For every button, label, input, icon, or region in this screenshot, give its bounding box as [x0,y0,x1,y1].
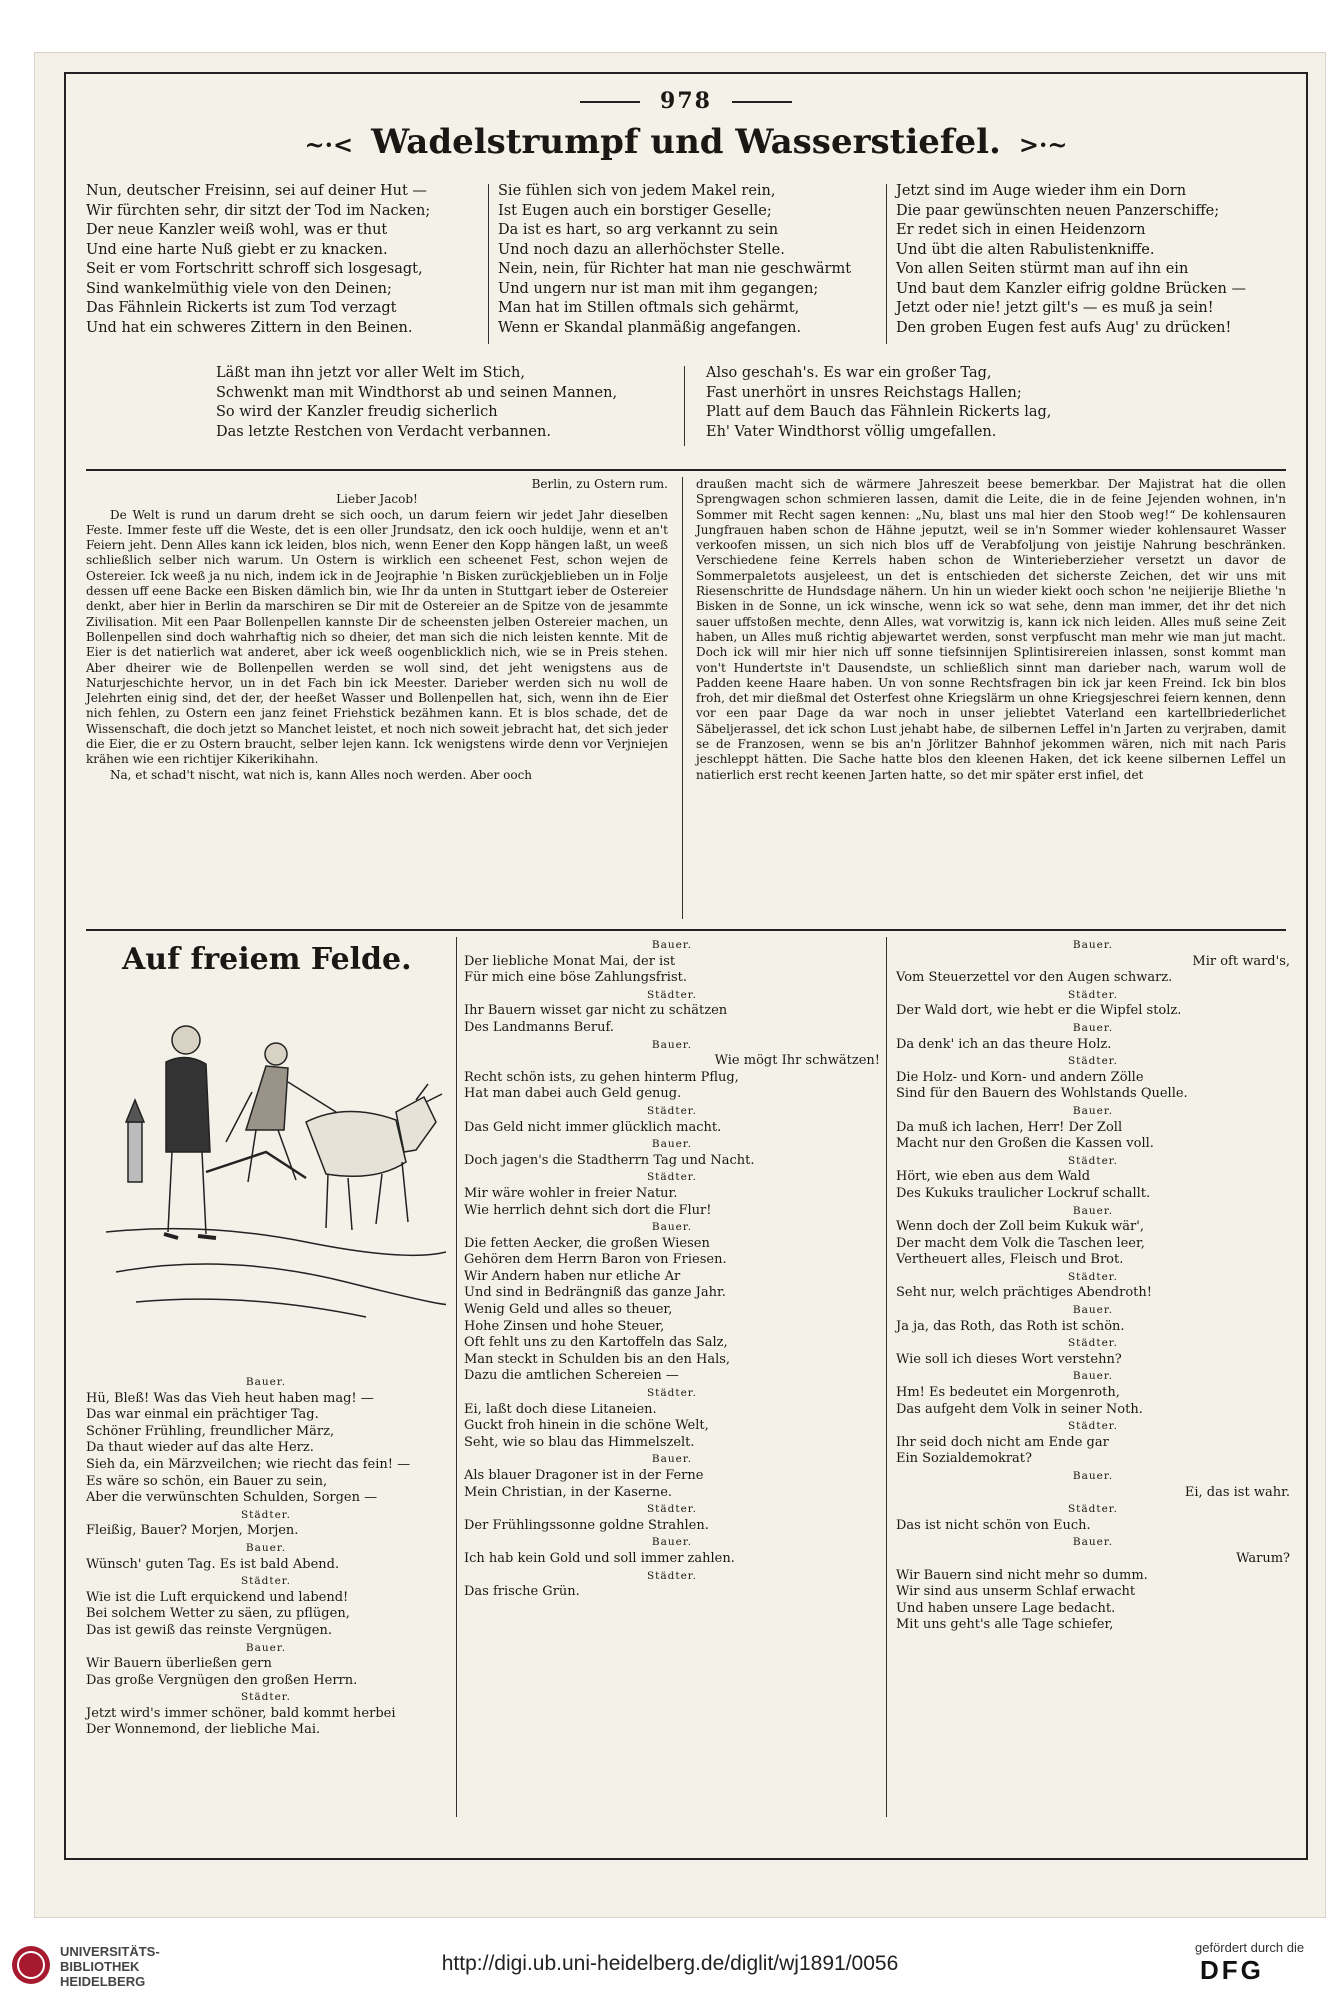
verse-line: Es wäre so schön, ein Bauer zu sein, [86,1473,328,1489]
verse-line: Guckt froh hinein in die schöne Welt, [464,1418,709,1434]
speaker-label: Städter. [240,1691,292,1704]
ornament-right: >·~ [1018,130,1068,159]
poem-column-5: Also geschah's. Es war ein großer Tag, Fast unerhört in unsres Reichstags Hallen; Platt auf dem Bauch das Fähnlein Rickerts lag, Eh' Vater Windthorst völlig umgefallen. [706,365,1052,440]
verse-line: Der Frühlingssonne goldne Strahlen. [464,1517,709,1533]
speaker-label: Städter. [1067,1420,1119,1433]
verse-line: Und haben unsere Lage bedacht. [896,1600,1116,1616]
verse-line: Recht schön ists, zu gehen hinterm Pflug, [464,1069,739,1085]
verse-line: Aber die verwünschten Schulden, Sorgen — [86,1490,378,1506]
letter-paragraph: De Welt is rund un darum dreht se sich ooch, un darum feiern wir jedet Jahr dieselben Feste. Immer feste uff die Weste, det is een oller Jrundsatz, den ick ooch huldije, wenn et an't Feiern jeht. Denn Alles kann ick leiden, blos nich, wenn Eener den Kopp hängen laßt, un weeß schließlich selber nich warum. Un Ostern is wirklich een scheenet Fest, schon wejen de Ostereier. Ick weeß ja nu nich, indem ick in de Jeojraphie 'n Bisken zurückjeblieben un in Folje dessen uff eene Backe een Bisken dämlich bin, wie Ihr da unten in Stuttgart ieber de Ostereier denkt, aber hier in Berlin da marschiren se Dir mit de Ostereier an de Spitze von de jesammte Zivilisation. Mit een Paar Bollenpellen kannste Dir de scheensten jelben Ostereier machen, un Bollenpellen sind doch wahrhaftig nich so dheier, det man sich die nich leisten kennte. Mit de Eier is det natierlich wat anderet, aber ick weeß oogenblicklich nich, wie se in Preis stehen. Aber dheirer wie de Bollenpellen werden se woll sind, det jeht wenigstens aus de Naturjeschichte hervor, un in det Fach bin ick Meester. Darieber werden sich nu woll de Jelehrten einig sind, det der, der heeßet Wasser und Bollenpellen hat, sich, wenn ihn de Eier nich fehlen, zu Ostern een janz feinet Friehstick bezähmen kann. Et is blos schade, det de Wissenschaft, die doch jetzt so Manchet leistet, et noch nich soweit jebracht hat, det sich jeder die Eier, die er zu Ostern braucht, selber lejen kann. Ick wenigstens wirde denn vor Verjniejen krähen wie een richtijer Kikerikihahn. [86,507,668,767]
letter-paragraph: draußen macht sich de wärmere Jahreszeit beese bemerkbar. Der Majistrat hat die ollen Sprengwagen schon schmieren lassen, damit die Leite, die in de feine Jejenden wohnen, in'n Sommer mit Recht sagen kennen: „Nu, blast uns mal hier den Stoob weg!“ De kohlensauren Jungfrauen haben schon de Hähne jeputzt, weil se in'n Sommer wieder kohlensauret Wasser verkoofen missen, un sich nich blos uff de Verabfoljung von jeistije Nahrung beschränken. Verschiedene feine Kerrels haben schon de Winterieberzieher versetzt un davor de Sommerpaletots ausjeleest, un det is entschieden det sicherste Zeichen, det wir uns mit Riesenschritte de Hundsdage nähern. Un hin un wieder kiekt ooch schon 'ne neijierije Bliethe 'n Bisken in de Sonne, un ick winsche, wenn ick so wat sehe, denn man immer, det ihr det nich sauer uffstoßen mechte, denn Alles, wat vorwitzig is, kann ick nich leiden. Alles muß seine Zeit haben, un Alles muß richtig abjewartet werden, sonst verpfuscht man mehr wie man jut macht. Doch ick will mir hier nich uff sonne tiefsinnijen Splintisirereien inlassen, sonst kommt man von't Hundertste in't Dausendste, un schließlich sinnt man darieber nach, warum woll de Padden keene Haare haben. Un von sonne Rechtsfragen bin ick jar keen Freind. Ick bin blos froh, det mir dießmal det Osterfest ohne Kriegslärm un ohne Kriegsjeschrei feiern kennen, denn vor een paar Dage da war noch in unser jeliebtet Vaterland een kartellbriederlichet Säbeljerassel, det ick schon Lust jehabt habe, de silbernen Leffel in'n Jarten zu verjraben, damit se de Franzosen, wenn se bis an'n Jörlitzer Bahnhof jekommen wären, nich mit nach Paris jeschleppt hätten. Die Sache hatte blos den kleenen Haken, det ick keene silbernen Leffel un natierlich erst recht keenen Jarten hatte, so det mir später erst infiel, det [696,477,1286,782]
speaker-label: Städter. [240,1575,292,1588]
dialogue-column-3 [896,937,1290,1634]
speaker-label: Städter. [1067,1055,1119,1068]
speaker-label: Städter. [646,1503,698,1516]
funded-by-text: gefördert durch die [1195,1940,1305,1955]
column-rule [684,366,685,446]
speaker-label: Bauer. [651,1038,693,1051]
verse-line: Sind für den Bauern des Wohlstands Quelle. [896,1086,1188,1102]
speaker-label: Bauer. [245,1541,287,1554]
speaker-label: Städter. [646,1387,698,1400]
verse-line: Wie herrlich dehnt sich dort die Flur! [464,1202,712,1218]
speaker-label: Städter. [646,1104,698,1117]
verse-line: Das ist gewiß das reinste Vergnügen. [86,1622,333,1638]
verse-line: Mir oft ward's, [1192,953,1290,969]
verse-line: Man steckt in Schulden bis an den Hals, [464,1351,731,1367]
page-number: 978 [66,88,1306,114]
verse-line: Der macht dem Volk die Taschen leer, [896,1235,1145,1251]
letter-place-date: Berlin, zu Ostern rum. [531,477,668,491]
column-rule [488,184,489,344]
speaker-label: Städter. [1067,1337,1119,1350]
institution-line: BIBLIOTHEK [60,1959,140,1974]
verse-line: Das aufgeht dem Volk in seiner Noth. [896,1401,1143,1417]
poem-column-2: Sie fühlen sich von jedem Makel rein, Ist Eugen auch ein borstiger Geselle; Da ist es hart, so arg verkannt zu sein Und noch dazu an allerhöchster Stelle. Nein, nein, für Richter hat man nie geschwärmt Und ungern nur ist man mit ihm gegangen; Man hat im Stillen oftmals sich gehärmt, Wenn er Skandal planmäßig angefangen. [498,183,852,336]
speaker-label: Bauer. [651,1453,693,1466]
letter-paragraph: Na, et schad't nischt, wat nich is, kann Alles noch werden. Aber ooch [110,767,533,782]
title-text: Wadelstrumpf und Wasserstiefel. [371,122,1001,162]
speaker-label: Städter. [1067,988,1119,1001]
letter-left-column [86,477,668,783]
verse-line: Mit uns geht's alle Tage schiefer, [896,1617,1114,1633]
verse-line: Wir sind aus unserm Schlaf erwacht [896,1584,1136,1600]
column-rule [682,477,683,919]
verse-line: Wie ist die Luft erquickend und labend! [86,1589,349,1605]
speaker-label: Bauer. [1072,1204,1114,1217]
speaker-label: Bauer. [1072,1104,1114,1117]
speaker-label: Bauer. [1072,1304,1114,1317]
verse-line: Für mich eine böse Zahlungsfrist. [464,970,687,986]
verse-line: Hat man dabei auch Geld genug. [464,1086,682,1102]
verse-line: Warum? [1236,1550,1290,1566]
verse-line: Ihr seid doch nicht am Ende gar [896,1434,1109,1450]
verse-line: Hohe Zinsen und hohe Steuer, [464,1318,665,1334]
source-url-link[interactable]: http://digi.ub.uni-heidelberg.de/diglit/wj1891/0056 [441,1952,899,1975]
verse-line: Ei, laßt doch diese Litaneien. [464,1401,657,1417]
verse-line: Hm! Es bedeutet ein Morgenroth, [896,1385,1120,1401]
verse-line: Seht nur, welch prächtiges Abendroth! [896,1285,1152,1301]
article-title [66,122,1306,162]
verse-line: Doch jagen's die Stadtherrn Tag und Nacht. [464,1152,755,1168]
dialogue-column-1 [86,1374,446,1739]
verse-line: Seht, wie so blau das Himmelszelt. [464,1434,695,1450]
ornament-left: ~·< [304,130,354,159]
verse-line: Des Landmanns Beruf. [464,1019,614,1035]
verse-line: Oft fehlt uns zu den Kartoffeln das Salz, [464,1335,728,1351]
verse-line: Wie soll ich dieses Wort verstehn? [896,1351,1122,1367]
verse-line: Vertheuert alles, Fleisch und Brot. [896,1252,1124,1268]
verse-line: Der Wald dort, wie hebt er die Wipfel stolz. [896,1003,1182,1019]
verse-line: Das große Vergnügen den großen Herrn. [86,1672,358,1688]
column-rule [886,937,887,1817]
speaker-label: Bauer. [1072,1021,1114,1034]
verse-line: Da denk' ich an das theure Holz. [896,1036,1112,1052]
verse-line: Vom Steuerzettel vor den Augen schwarz. [896,970,1173,986]
verse-line: Bei solchem Wetter zu säen, zu pflügen, [86,1606,350,1622]
verse-line: Macht nur den Großen die Kassen voll. [896,1136,1154,1152]
verse-line: Die fetten Aecker, die großen Wiesen [464,1235,710,1251]
column-rule [886,184,887,344]
speaker-label: Städter. [646,1171,698,1184]
speaker-label: Bauer. [1072,1370,1114,1383]
section-divider [86,469,1286,471]
verse-line: Ja ja, das Roth, das Roth ist schön. [896,1318,1125,1334]
letter-right-column [696,477,1286,783]
speaker-label: Bauer. [245,1641,287,1654]
verse-line: Das frische Grün. [464,1584,580,1600]
poem-column-4: Läßt man ihn jetzt vor aller Welt im Stich, Schwenkt man mit Windthorst ab und seinen Mannen, So wird der Kanzler freudig sicherlich Das letzte Restchen von Verdacht verbannen. [216,365,618,440]
dialogue-column-2 [464,937,880,1601]
verse-line: Wir Bauern überließen gern [86,1656,272,1672]
illustration-farmer-plowing [106,1002,446,1332]
speaker-label: Bauer. [1072,939,1114,951]
speaker-label: Bauer. [1072,1470,1114,1482]
verse-line: Ihr Bauern wisset gar nicht zu schätzen [464,1003,728,1019]
verse-line: Da muß ich lachen, Herr! Der Zoll [896,1119,1123,1135]
institution-line: UNIVERSITÄTS- [60,1944,160,1959]
column-rule [456,937,457,1817]
speaker-label: Städter. [1067,1154,1119,1167]
verse-line: Ei, das ist wahr. [1184,1484,1290,1500]
verse-line: Ein Sozialdemokrat? [896,1451,1033,1467]
verse-line: Schöner Frühling, freundlicher März, [86,1423,335,1439]
newspaper-page [64,72,1308,1860]
verse-line: Der Wonnemond, der liebliche Mai. [86,1722,321,1738]
verse-line: Mein Christian, in der Kaserne. [464,1484,673,1500]
verse-line: Das Geld nicht immer glücklich macht. [464,1119,722,1135]
verse-line: Fleißig, Bauer? Morjen, Morjen. [86,1523,299,1539]
poem-column-3: Jetzt sind im Auge wieder ihm ein Dorn Die paar gewünschten neuen Panzerschiffe; Er redet sich in einen Heidenzorn Und übt die alten Rabulistenkniffe. Von allen Seiten stürmt man auf ihn ein Und baut dem Kanzler eifrig goldne Brücken — Jetzt oder nie! jetzt gilt's — es muß ja sein! Den groben Eugen fest aufs Aug' zu drücken! [896,183,1246,336]
speaker-label: Bauer. [651,1536,693,1549]
verse-line: Und sind in Bedrängniß das ganze Jahr. [464,1285,726,1301]
verse-line: Die Holz- und Korn- und andern Zölle [896,1069,1144,1085]
verse-line: Der liebliche Monat Mai, der ist [464,953,676,969]
verse-line: Wenn doch der Zoll beim Kukuk wär', [896,1219,1144,1235]
verse-line: Dazu die amtlichen Schereien — [464,1368,679,1384]
speaker-label: Städter. [646,988,698,1001]
verse-line: Gehören dem Herrn Baron von Friesen. [464,1252,727,1268]
verse-line: Sieh da, ein Märzveilchen; wie riecht das fein! — [86,1456,411,1472]
dfg-logo: DFG [1200,1955,1264,1985]
verse-line: Das war einmal ein prächtiger Tag. [86,1407,319,1423]
speaker-label: Bauer. [651,1221,693,1234]
verse-line: Das ist nicht schön von Euch. [896,1517,1091,1533]
speaker-label: Bauer. [245,1376,287,1388]
verse-line: Ich hab kein Gold und soll immer zahlen. [464,1550,735,1566]
verse-line: Als blauer Dragoner ist in der Ferne [464,1468,704,1483]
verse-line: Wie mögt Ihr schwätzen! [714,1053,880,1069]
speaker-label: Bauer. [651,939,693,951]
verse-line: Wir Bauern sind nicht mehr so dumm. [896,1567,1148,1583]
verse-line: Jetzt wird's immer schöner, bald kommt herbei [86,1705,396,1721]
speaker-label: Bauer. [1072,1536,1114,1549]
section-divider [86,929,1286,931]
verse-line: Hü, Bleß! Was das Vieh heut haben mag! — [86,1390,374,1406]
dialogue-title: Auf freiem Felde. [122,942,412,977]
verse-line: Hört, wie eben aus dem Wald [896,1169,1091,1185]
speaker-label: Städter. [1067,1503,1119,1516]
poem-column-1: Nun, deutscher Freisinn, sei auf deiner Hut — Wir fürchten sehr, dir sitzt der Tod im Nacken; Der neue Kanzler weiß wohl, was er thut Und eine harte Nuß giebt er zu knacken. Seit er vom Fortschritt schroff sich losgesagt, Sind wankelmüthig viele von den Deinen; Das Fähnlein Rickerts ist zum Tod verzagt Und hat ein schweres Zittern in den Beinen. [86,183,431,336]
institution-line: HEIDELBERG [60,1974,146,1989]
verse-line: Wir Andern haben nur etliche Ar [464,1268,681,1284]
verse-line: Mir wäre wohler in freier Natur. [464,1185,678,1201]
verse-line: Wünsch' guten Tag. Es ist bald Abend. [86,1556,340,1572]
verse-line: Des Kukuks traulicher Lockruf schallt. [896,1185,1151,1201]
speaker-label: Städter. [646,1569,698,1582]
verse-line: Da thaut wieder auf das alte Herz. [86,1440,314,1456]
speaker-label: Städter. [1067,1270,1119,1283]
letter-salutation: Lieber Jacob! [336,492,418,507]
verse-line: Wenig Geld und alles so theuer, [464,1302,673,1318]
speaker-label: Städter. [240,1508,292,1521]
speaker-label: Bauer. [651,1138,693,1151]
